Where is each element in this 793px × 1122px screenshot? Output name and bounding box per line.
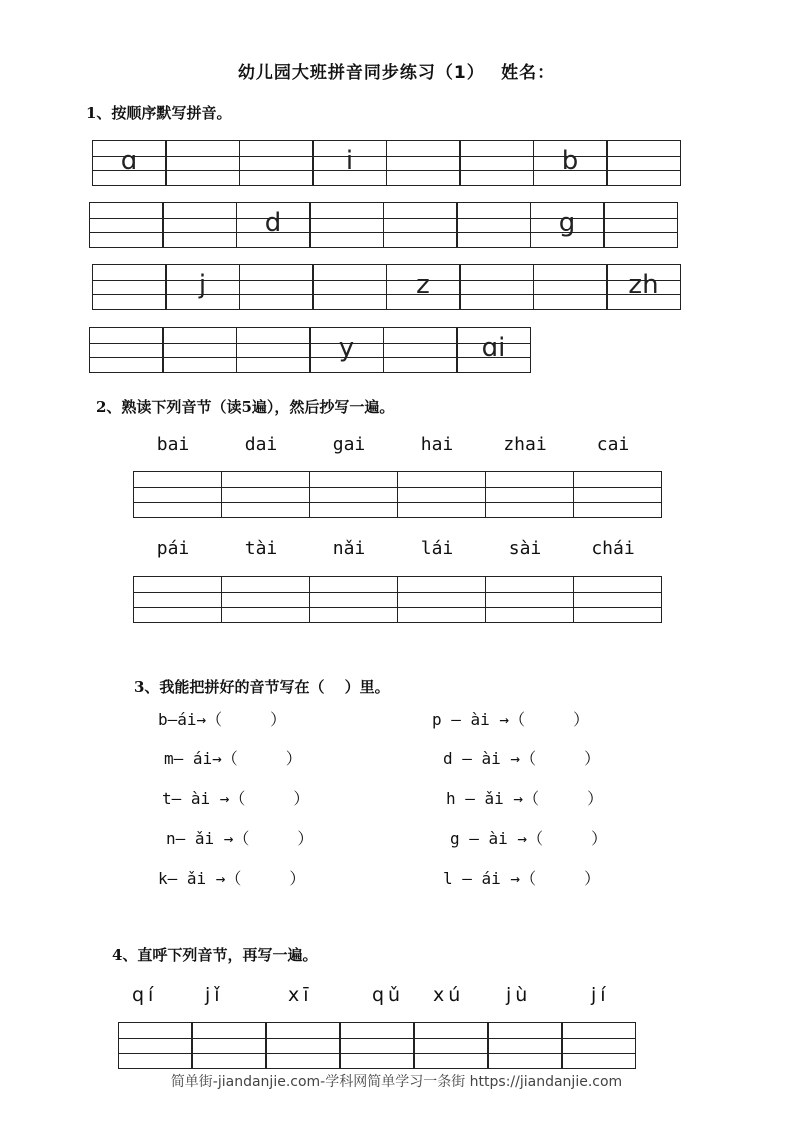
copy-box [397, 471, 486, 518]
copy-box [397, 576, 486, 623]
syllable-label: bai [156, 434, 190, 455]
pinyin-box [460, 264, 534, 310]
combine-exercise: h — ǎi →（ ） [446, 789, 604, 808]
pinyin-box [166, 264, 240, 310]
syllable-label: pái [156, 538, 190, 559]
pinyin-box [236, 327, 310, 373]
syllable-label: nǎi [332, 538, 366, 559]
copy-box [309, 471, 398, 518]
footer-watermark: 简单街-jiandanjie.com-学科网简单学习一条街 https://jiandanjie.com [170, 1074, 623, 1090]
pinyin-box [607, 140, 681, 186]
syllable-label: gai [332, 434, 366, 455]
pinyin-letter: zh [628, 270, 659, 300]
combine-exercise: l — ái →（ ） [443, 869, 601, 888]
pinyin-letter: d [264, 208, 282, 238]
combine-exercise: m— ái→（ ） [164, 749, 302, 768]
copy-box [414, 1022, 488, 1069]
combine-exercise: t— ài →（ ） [162, 789, 310, 808]
syllable-label: jù [506, 984, 532, 1006]
syllable-label: hai [420, 434, 454, 455]
pinyin-box [166, 140, 240, 186]
pinyin-box [310, 202, 384, 248]
syllable-label: tài [244, 538, 278, 559]
pinyin-box [533, 264, 607, 310]
pinyin-letter: ɑi [481, 333, 506, 363]
copy-box [485, 471, 574, 518]
pinyin-box [313, 264, 387, 310]
syllable-label: lái [420, 538, 454, 559]
pinyin-letter: j [198, 270, 207, 300]
pinyin-box [457, 327, 531, 373]
copy-box [133, 471, 222, 518]
syllable-label: jǐ [205, 984, 224, 1006]
page-title: 幼儿园大班拼音同步练习（1） 姓名： [237, 63, 556, 83]
syllable-label: xī [288, 984, 313, 1006]
pinyin-box [92, 140, 166, 186]
copy-box [221, 576, 310, 623]
pinyin-letter: z [416, 270, 430, 300]
copy-box [488, 1022, 562, 1069]
pinyin-letter: y [338, 333, 355, 363]
combine-exercise: b—ái→（ ） [158, 710, 287, 729]
copy-box [133, 576, 222, 623]
copy-box [573, 471, 662, 518]
copy-box [221, 471, 310, 518]
syllable-label: chái [591, 538, 635, 559]
pinyin-letter: b [561, 146, 579, 176]
pinyin-box [89, 327, 163, 373]
syllable-label: cai [596, 434, 630, 455]
combine-exercise: p — ài →（ ） [432, 710, 590, 729]
pinyin-box [92, 264, 166, 310]
copy-box [340, 1022, 414, 1069]
pinyin-box [239, 264, 313, 310]
section3-heading: 3、我能把拼好的音节写在（ ）里。 [134, 678, 390, 696]
pinyin-box [313, 140, 387, 186]
pinyin-box [460, 140, 534, 186]
pinyin-box [530, 202, 604, 248]
copy-box [573, 576, 662, 623]
pinyin-box [607, 264, 681, 310]
pinyin-box [383, 327, 457, 373]
combine-exercise: d — ài →（ ） [443, 749, 601, 768]
copy-box [309, 576, 398, 623]
combine-exercise: g — ài →（ ） [450, 829, 608, 848]
pinyin-box [386, 140, 460, 186]
copy-box [192, 1022, 266, 1069]
syllable-label: dai [244, 434, 278, 455]
syllable-label: qǔ [372, 984, 405, 1006]
combine-exercise: k— ǎi →（ ） [158, 869, 306, 888]
copy-box [266, 1022, 340, 1069]
pinyin-box [533, 140, 607, 186]
pinyin-box [163, 202, 237, 248]
syllable-label: zhai [503, 434, 547, 455]
syllable-label: xú [433, 984, 465, 1006]
pinyin-box [386, 264, 460, 310]
combine-exercise: n— ǎi →（ ） [166, 829, 314, 848]
pinyin-box [239, 140, 313, 186]
pinyin-letter: ɑ [120, 146, 138, 176]
copy-box [562, 1022, 636, 1069]
pinyin-box [236, 202, 310, 248]
pinyin-letter: i [345, 146, 354, 176]
syllable-label: sài [508, 538, 542, 559]
section4-heading: 4、直呼下列音节，再写一遍。 [112, 946, 318, 964]
pinyin-box [310, 327, 384, 373]
pinyin-box [383, 202, 457, 248]
syllable-label: qí [132, 984, 158, 1006]
syllable-label: jí [591, 984, 610, 1006]
pinyin-box [604, 202, 678, 248]
pinyin-box [163, 327, 237, 373]
pinyin-letter: g [558, 208, 576, 238]
section1-heading: 1、按顺序默写拼音。 [86, 104, 232, 122]
section2-heading: 2、熟读下列音节（读5遍），然后抄写一遍。 [96, 398, 395, 416]
copy-box [485, 576, 574, 623]
copy-box [118, 1022, 192, 1069]
pinyin-box [457, 202, 531, 248]
pinyin-box [89, 202, 163, 248]
